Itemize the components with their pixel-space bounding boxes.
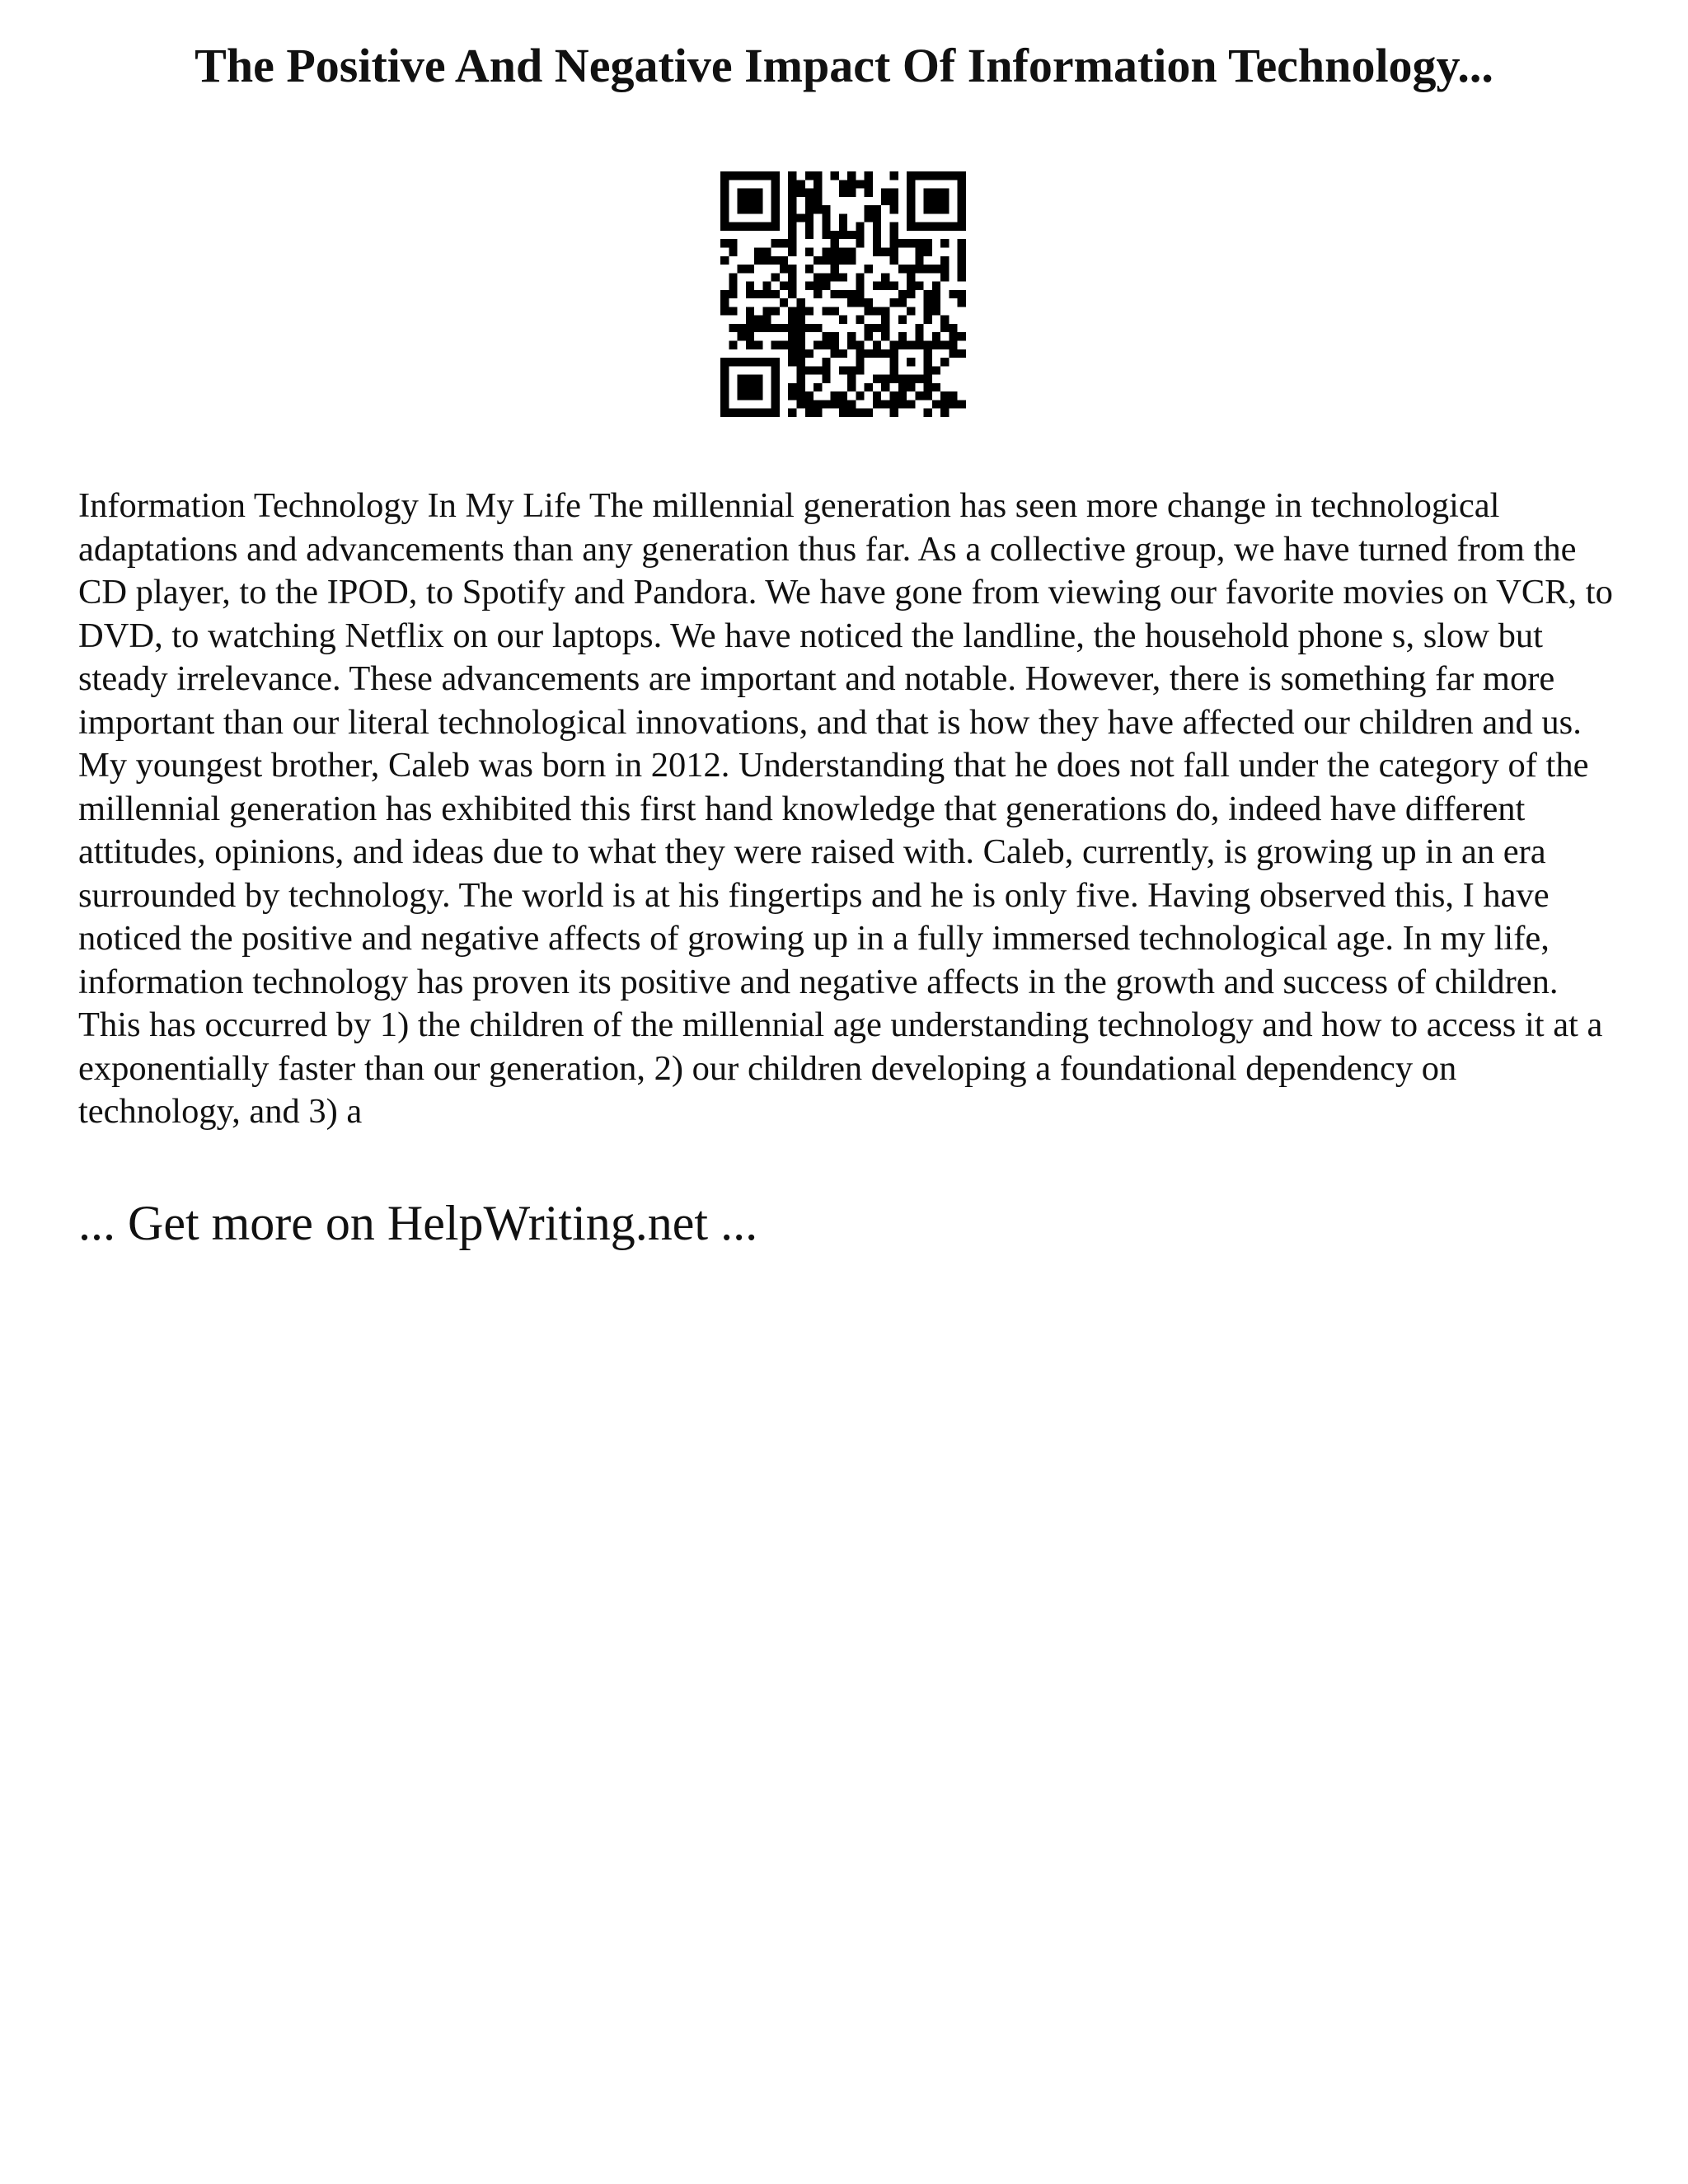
get-more-link[interactable]: ... Get more on HelpWriting.net ... [78, 1196, 758, 1250]
document-title: The Positive And Negative Impact Of Information Technology... [195, 39, 1493, 92]
document-body: Information Technology In My Life The millennial generation has seen more change in technological adaptations and advancements than any generation thus far. As a collective group, we have turned from the CD player, to the IPOD, to Spotify and Pandora. We have gone from viewing our favorite movies on VCR, to DVD, to watching Netflix on our laptops. We have noticed the landline, the household phone s, slow but steady irrelevance. These advancements are important and notable. However, there is something far more important than our literal technological innovations, and that is how they have affected our children and us. My youngest brother, Caleb was born in 2012. Understanding that he does not fall under the category of the millennial generation has exhibited this first hand knowledge that generations do, indeed have different attitudes, opinions, and ideas due to what they were raised with. Caleb, currently, is growing up in an era surrounded by technology. The world is at his fingertips and he is only five. Having observed this, I have noticed the positive and negative affects of growing up in a fully immersed technological age. In my life, information technology has proven its positive and negative affects in the growth and success of children. This has occurred by 1) the children of the millennial age understanding technology and how to access it at a exponentially faster than our generation, 2) our children developing a foundational dependency on technology, and 3) a [78, 486, 1613, 1131]
qr-code-icon [720, 171, 966, 417]
